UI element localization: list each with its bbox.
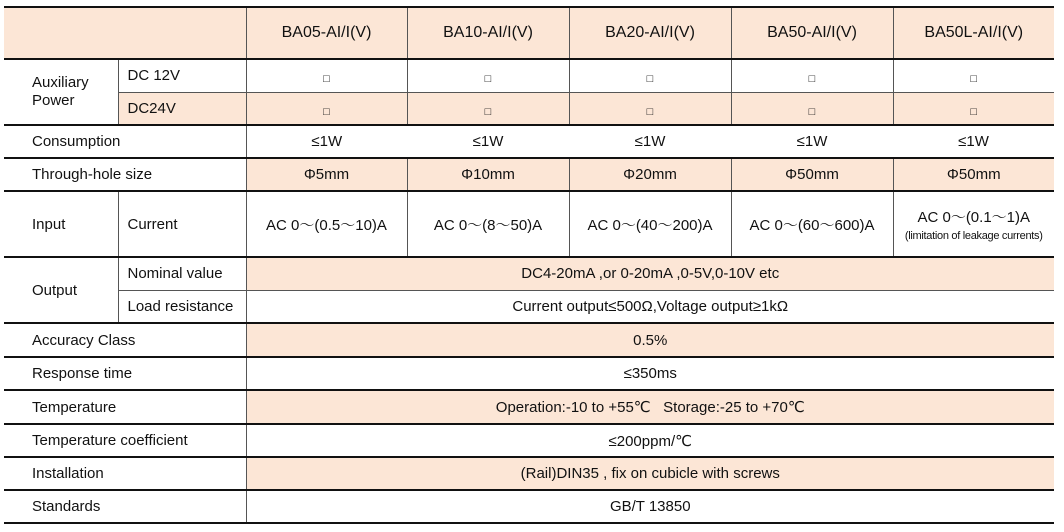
checkbox-icon: □ (970, 105, 978, 118)
consumption-value: ≤1W (893, 125, 1054, 158)
output-label: Output (4, 257, 118, 323)
aux-power-sub-12v: DC 12V (118, 59, 246, 92)
temp-coefficient-value: ≤200ppm/℃ (246, 424, 1054, 457)
input-label: Input (4, 191, 118, 257)
model-ba50l: BA50L-AI/I(V) (893, 7, 1054, 59)
checkbox-icon: □ (484, 73, 492, 86)
standards-label: Standards (4, 490, 246, 523)
temperature-value: Operation:-10 to +55℃ Storage:-25 to +70℃ (246, 390, 1054, 424)
consumption-value: ≤1W (569, 125, 731, 158)
spec-table (4, 6, 1054, 524)
consumption-value: ≤1W (407, 125, 569, 158)
checkbox-icon: □ (323, 105, 330, 118)
model-ba50: BA50-AI/I(V) (731, 7, 893, 59)
input-row (4, 191, 1054, 257)
consumption-label: Consumption (4, 125, 246, 158)
temperature-label: Temperature (4, 390, 246, 424)
accuracy-value: 0.5% (246, 323, 1054, 357)
output-row-load (4, 290, 1054, 323)
temp-coefficient-label: Temperature coefficient (4, 424, 246, 457)
temp-coefficient-row (4, 424, 1054, 457)
response-time-label: Response time (4, 357, 246, 390)
through-hole-value: Φ10mm (407, 158, 569, 191)
accuracy-label: Accuracy Class (4, 323, 246, 357)
accuracy-row (4, 323, 1054, 357)
output-load-value: Current output≤500Ω,Voltage output≥1kΩ (246, 290, 1054, 323)
checkbox-icon: □ (484, 105, 492, 118)
standards-value: GB/T 13850 (246, 490, 1054, 523)
through-hole-value: Φ5mm (246, 158, 407, 191)
input-sub: Current (118, 191, 246, 257)
temperature-row (4, 390, 1054, 424)
aux-power-row-12v (4, 59, 1054, 92)
input-range: AC 0～(0.1～1)A (917, 209, 1031, 226)
input-range: AC 0～(8～50)A (407, 191, 569, 257)
input-range: AC 0～(40～200)A (569, 191, 731, 257)
input-note: (limitation of leakage currents) (904, 230, 1043, 242)
aux-power-sub-24v: DC24V (118, 92, 246, 125)
checkbox-icon: □ (808, 73, 816, 86)
output-sub-load: Load resistance (118, 290, 246, 323)
consumption-value: ≤1W (731, 125, 893, 158)
through-hole-label: Through-hole size (4, 158, 246, 191)
header-row (4, 7, 1054, 59)
checkbox-icon: □ (646, 73, 654, 86)
through-hole-value: Φ50mm (731, 158, 893, 191)
input-range: AC 0～(60～600)A (731, 191, 893, 257)
installation-row (4, 457, 1054, 490)
through-hole-row (4, 158, 1054, 191)
input-range-cell (893, 191, 1054, 257)
response-time-value: ≤350ms (246, 357, 1054, 390)
input-range: AC 0～(0.5～10)A (246, 191, 407, 257)
installation-value: (Rail)DIN35 , fix on cubicle with screws (246, 457, 1054, 490)
through-hole-value: Φ20mm (569, 158, 731, 191)
checkbox-icon: □ (646, 105, 654, 118)
response-time-row (4, 357, 1054, 390)
standards-row (4, 490, 1054, 523)
checkbox-icon: □ (808, 105, 816, 118)
model-ba10: BA10-AI/I(V) (407, 7, 569, 59)
output-nominal-value: DC4-20mA ,or 0-20mA ,0-5V,0-10V etc (246, 257, 1054, 290)
checkbox-icon: □ (970, 73, 978, 86)
output-sub-nominal: Nominal value (118, 257, 246, 290)
consumption-value: ≤1W (246, 125, 407, 158)
aux-power-label: Auxiliary Power (4, 59, 118, 125)
checkbox-icon: □ (323, 73, 330, 86)
header-corner (4, 7, 246, 59)
installation-label: Installation (4, 457, 246, 490)
through-hole-value: Φ50mm (893, 158, 1054, 191)
aux-power-row-24v (4, 92, 1054, 125)
consumption-row (4, 125, 1054, 158)
model-ba05: BA05-AI/I(V) (246, 7, 407, 59)
output-row-nominal (4, 257, 1054, 290)
model-ba20: BA20-AI/I(V) (569, 7, 731, 59)
